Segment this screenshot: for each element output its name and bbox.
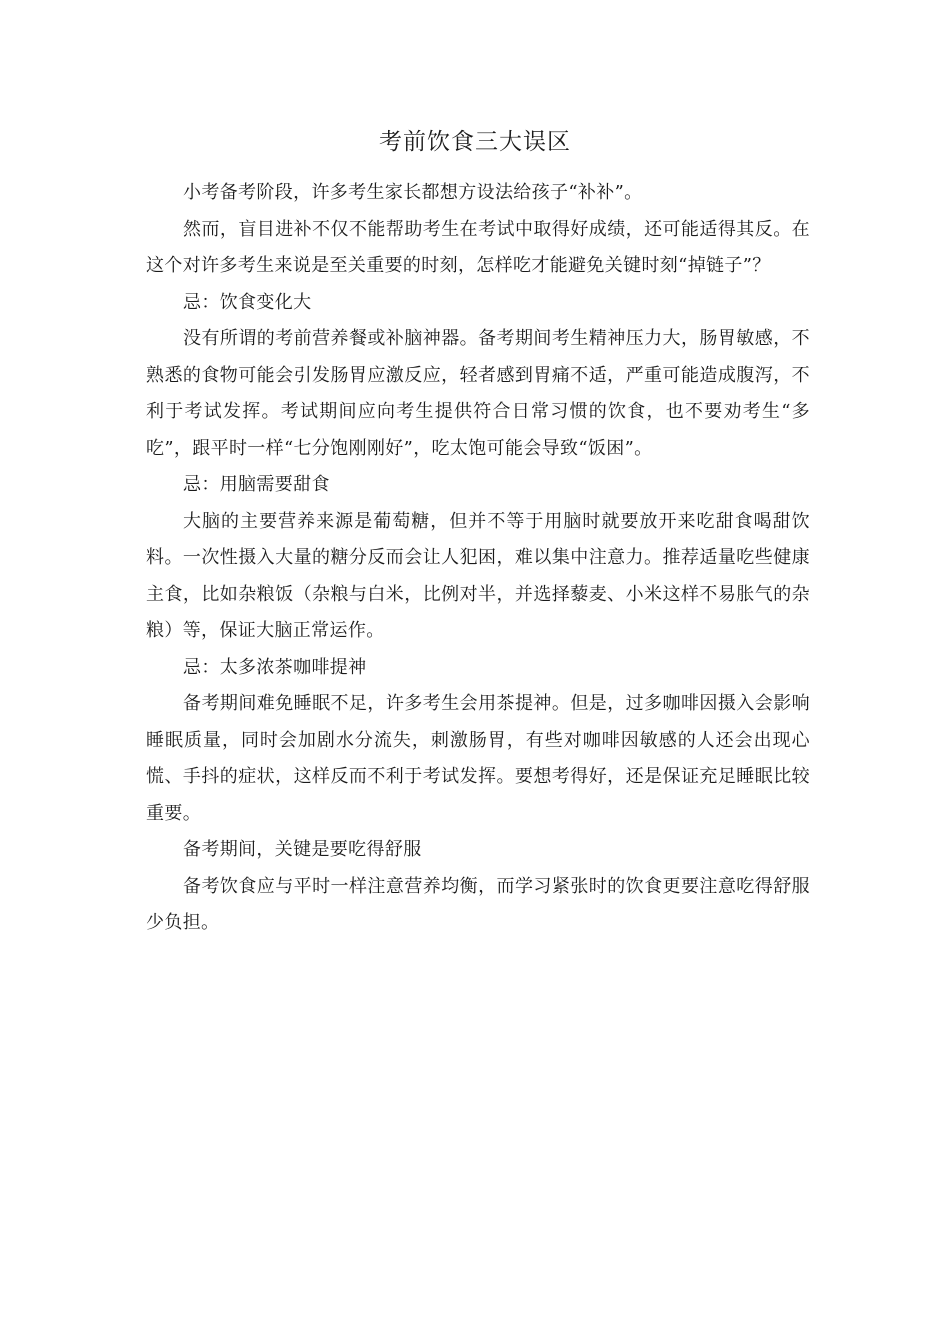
- paragraph-diet-change: 没有所谓的考前营养餐或补脑神器。备考期间考生精神压力大，肠胃敏感，不熟悉的食物可能会引发肠胃应激反应，轻者感到胃痛不适，严重可能造成腹泻，不利于考试发挥。考试期间应向考生提供符合日常习惯的饮食，也不要劝考生“多吃”，跟平时一样“七分饱刚刚好”，吃太饱可能会导致“饭困”。: [146, 328, 810, 459]
- document-title: 考前饮食三大误区: [379, 129, 571, 155]
- section-heading-sweets: 忌：用脑需要甜食: [183, 474, 330, 495]
- paragraph-sweets: 大脑的主要营养来源是葡萄糖，但并不等于用脑时就要放开来吃甜食喝甜饮料。一次性摄入大量的糖分反而会让人犯困，难以集中注意力。推荐适量吃些健康主食，比如杂粮饭（杂粮与白米，比例对半，并选择藜麦、小米这样不易胀气的杂粮）等，保证大脑正常运作。: [146, 510, 810, 641]
- paragraph-intro: 小考备考阶段，许多考生家长都想方设法给孩子“补补”。: [183, 182, 643, 203]
- section-heading-tea-coffee: 忌：太多浓茶咖啡提神: [183, 656, 367, 678]
- paragraph-comfort: 备考饮食应与平时一样注意营养均衡，而学习紧张时的饮食更要注意吃得舒服少负担。: [146, 875, 810, 933]
- section-heading-diet-change: 忌：饮食变化大: [183, 291, 312, 313]
- document-body: [146, 175, 810, 942]
- paragraph-tea-coffee: 备考期间难免睡眠不足，许多考生会用茶提神。但是，过多咖啡因摄入会影响睡眠质量，同时会加剧水分流失，刺激肠胃，有些对咖啡因敏感的人还会出现心慌、手抖的症状，这样反而不利于考试发挥。要想考得好，还是保证充足睡眠比较重要。: [146, 693, 810, 824]
- section-heading-comfort: 备考期间，关键是要吃得舒服: [183, 839, 422, 860]
- paragraph-however: 然而，盲目进补不仅不能帮助考生在考试中取得好成绩，还可能适得其反。在这个对许多考生来说是至关重要的时刻，怎样吃才能避免关键时刻“掉链子”？: [146, 218, 810, 276]
